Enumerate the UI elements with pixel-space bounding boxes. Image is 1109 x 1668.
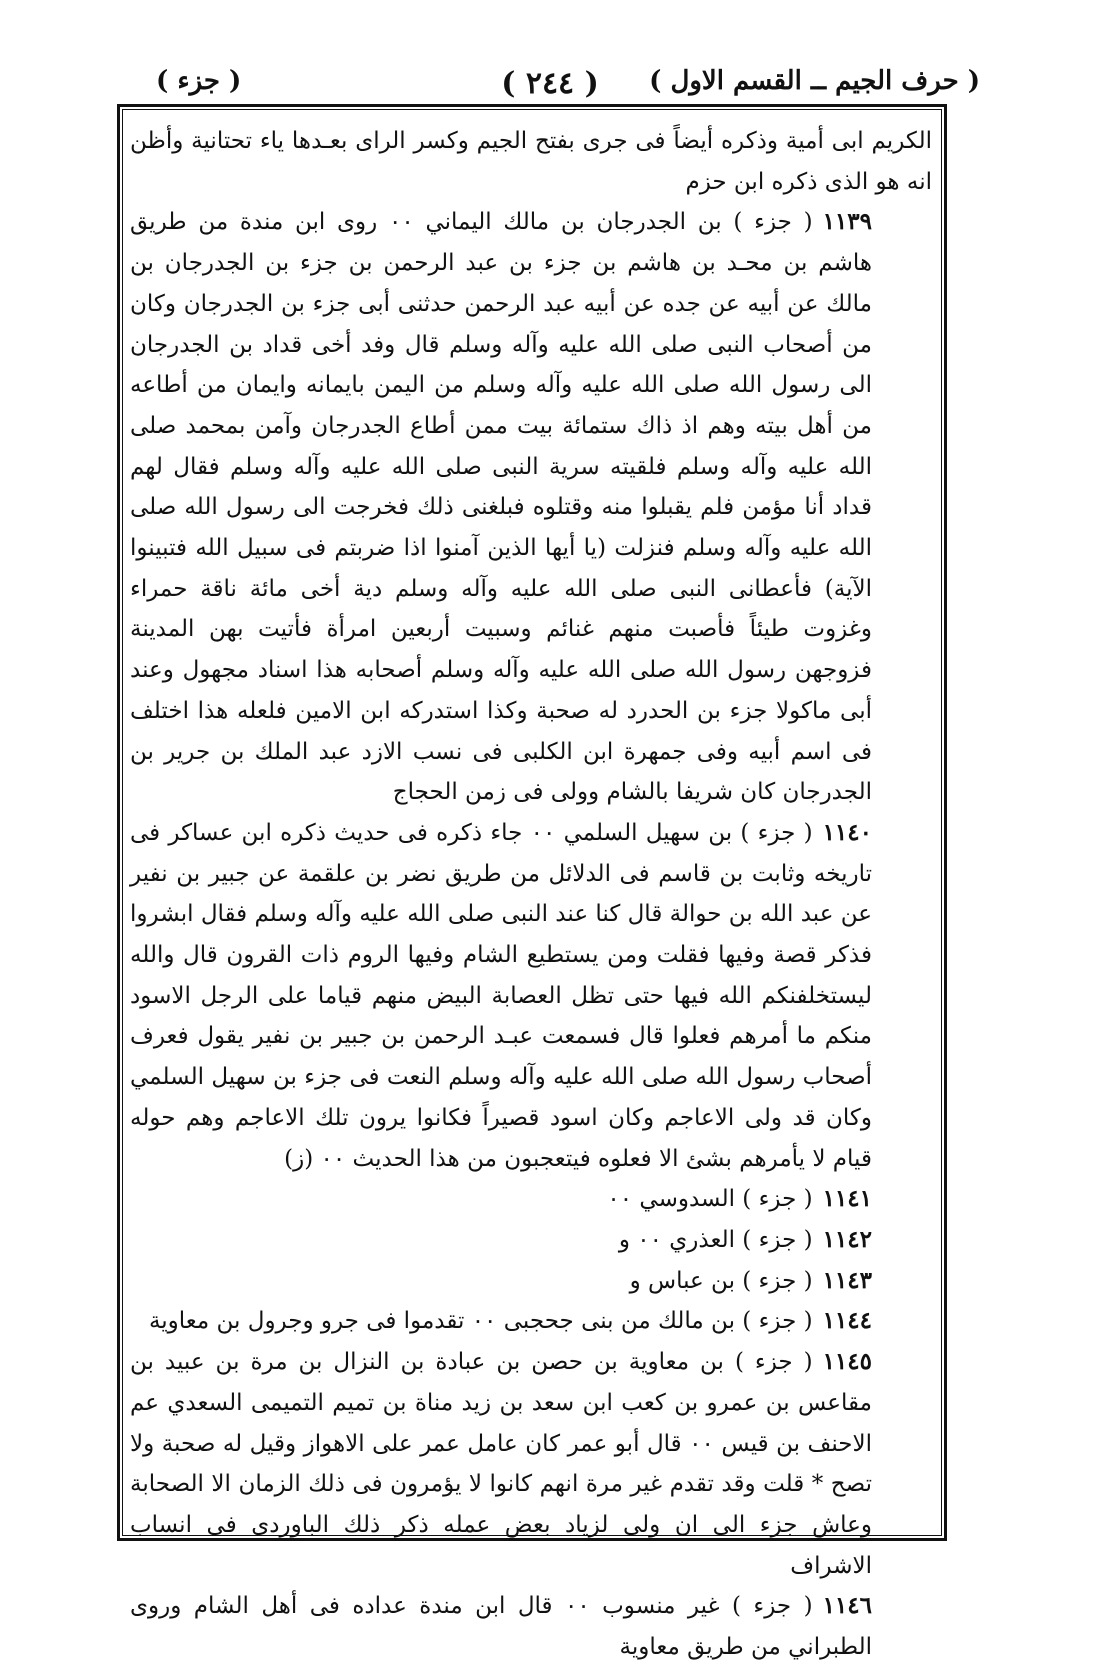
text-frame <box>117 104 947 1661</box>
entry-1146 <box>130 1586 932 1667</box>
entry-text: ( جزء ) بن سهيل السلمي ٠٠ جاء ذكره فى حديث ذكره ابن عساكر فى تاريخه وثابت بن قاسم فى الدلائل من طريق نضر بن علقمة عن جبير بن نفير عن عبد الله بن حوالة قال كنا عند النبى صلى الله عليه وآله وسلم فقال ابشروا فذكر قصة وفيها فقلت ومن يستطيع الشام وفيها الروم ذات القرون قال والله ليستخلفنكم الله فيها حتى تظل العصابة البيض منهم قياما على الرجل الاسود منكم ما أمرهم فعلوا قال فسمعت عبـد الرحمن بن جبير بن نفير يقول فعرف أصحاب رسول الله صلى الله عليه وآله وسلم النعت فى جزء بن سهيل السلمي وكان قد ولى الاعاجم وكان اسود قصيراً فكانوا يرون تلك الاعاجم وهم حوله قيام لا يأمرهم بشئ الا فعلوه فيتعجبون من هذا الحديث ٠٠ (ز) <box>130 819 872 1172</box>
entry-number: ١١٤٠ <box>822 818 872 846</box>
page-header <box>120 58 980 108</box>
section-title: ( حرف الجيم ــ القسم الاول ) <box>649 66 980 96</box>
entry-number: ١١٤٦ <box>822 1592 872 1620</box>
entry-number: ١١٤٣ <box>822 1266 872 1294</box>
entry-text: ( جزء ) السدوسي ٠٠ <box>607 1186 813 1213</box>
entry-headword: ( جزء ) <box>156 66 242 96</box>
entry-1143 <box>130 1261 932 1302</box>
entry-text: ( جزء ) بن عباس و <box>629 1267 813 1294</box>
entry-1144 <box>130 1301 932 1342</box>
body-text <box>130 121 932 1668</box>
entry-text: ( جزء ) غير منسوب ٠٠ قال ابن مندة عداده فى أهل الشام وروى الطبراني من طريق معاوية <box>130 1593 872 1661</box>
entry-number: ١١٤٥ <box>822 1348 872 1376</box>
entry-number: ١١٣٩ <box>822 208 872 236</box>
entry-1139 <box>130 202 932 813</box>
entry-text: ( جزء ) العذري ٠٠ و <box>618 1226 813 1253</box>
entry-1145 <box>130 1342 932 1586</box>
paragraph-text: الكريم ابى أمية وذكره أيضاً فى جرى بفتح الجيم وكسر الراى بعـدها ياء تحتانية وأظن انه هو الذى ذكره ابن حزم <box>130 128 932 195</box>
entry-number: ١١٤٢ <box>822 1225 872 1253</box>
paragraph-continuation <box>130 121 932 202</box>
entry-1141 <box>130 1179 932 1220</box>
page-number: ( ٢٤٤ ) <box>501 66 599 101</box>
entry-1140 <box>130 813 932 1179</box>
entry-text: ( جزء ) بن معاوية بن حصن بن عبادة بن النزال بن مرة بن عبيد بن مقاعس بن عمرو بن كعب ابن سعد بن زيد مناة بن تميم التميمى السعدي عم الاحنف بن قيس ٠٠ قال أبو عمر كان عامل عمر على الاهواز وقيل له صحبة ولا تصح * قلت وقد تقدم غير مرة انهم كانوا لا يؤمرون فى ذلك الزمان الا الصحابة وعاش جزء الى ان ولى لزياد بعض عمله ذكر ذلك الباوردى فى انساب الاشراف <box>130 1349 872 1579</box>
entry-number: ١١٤١ <box>822 1185 872 1213</box>
entry-text: ( جزء ) بن مالك من بنى جحجبى ٠٠ تقدموا فى جرو وجرول بن معاوية <box>148 1308 813 1335</box>
entry-text: ( جزء ) بن الجدرجان بن مالك اليماني ٠٠ روى ابن مندة من طريق هاشم بن محـد بن هاشم بن جزء بن عبد الرحمن بن جزء بن الجدرجان بن مالك عن أبيه عن جده عن أبيه عبد الرحمن حدثنى أبى جزء بن الجدرجان وكان من أصحاب النبى صلى الله عليه وآله وسلم قال وفد أخى قداد بن الجدرجان الى رسول الله صلى الله عليه وآله وسلم من اليمن بايمانه وايمان من أطاعه من أهل بيته وهم اذ ذاك ستمائة بيت ممن أطاع الجدرجان وآمن بمحمد صلى الله عليه وآله وسلم فلقيته سرية النبى صلى الله عليه وآله وسلم فقال لهم قداد أنا مؤمن فلم يقبلوا منه وقتلوه فبلغنى ذلك فخرجت الى رسول الله صلى الله عليه وآله وسلم فنزلت (يا أيها الذين آمنوا اذا ضربتم فى سبيل الله فتبينوا الآية) فأعطانى النبى صلى الله عليه وآله وسلم دية أخى مائة ناقة حمراء وغزوت طيئاً فأصبت منهم غنائم وسبيت أربعين امرأة فأتيت بهن المدينة فزوجهن رسول الله صلى الله عليه وآله وسلم أصحابه هذا اسناد مجهول وعند أبى ماكولا جزء بن الحدرد له صحبة وكذا استدركه ابن الامين فلعله هذا اختلف فى اسم أبيه وفى جمهرة ابن الكلبى فى نسب الازد عبد الملك بن جرير بن الجدرجان كان شريفا بالشام وولى فى زمن الحجاج <box>130 209 872 806</box>
entry-1142 <box>130 1220 932 1261</box>
entry-number: ١١٤٤ <box>822 1307 872 1335</box>
